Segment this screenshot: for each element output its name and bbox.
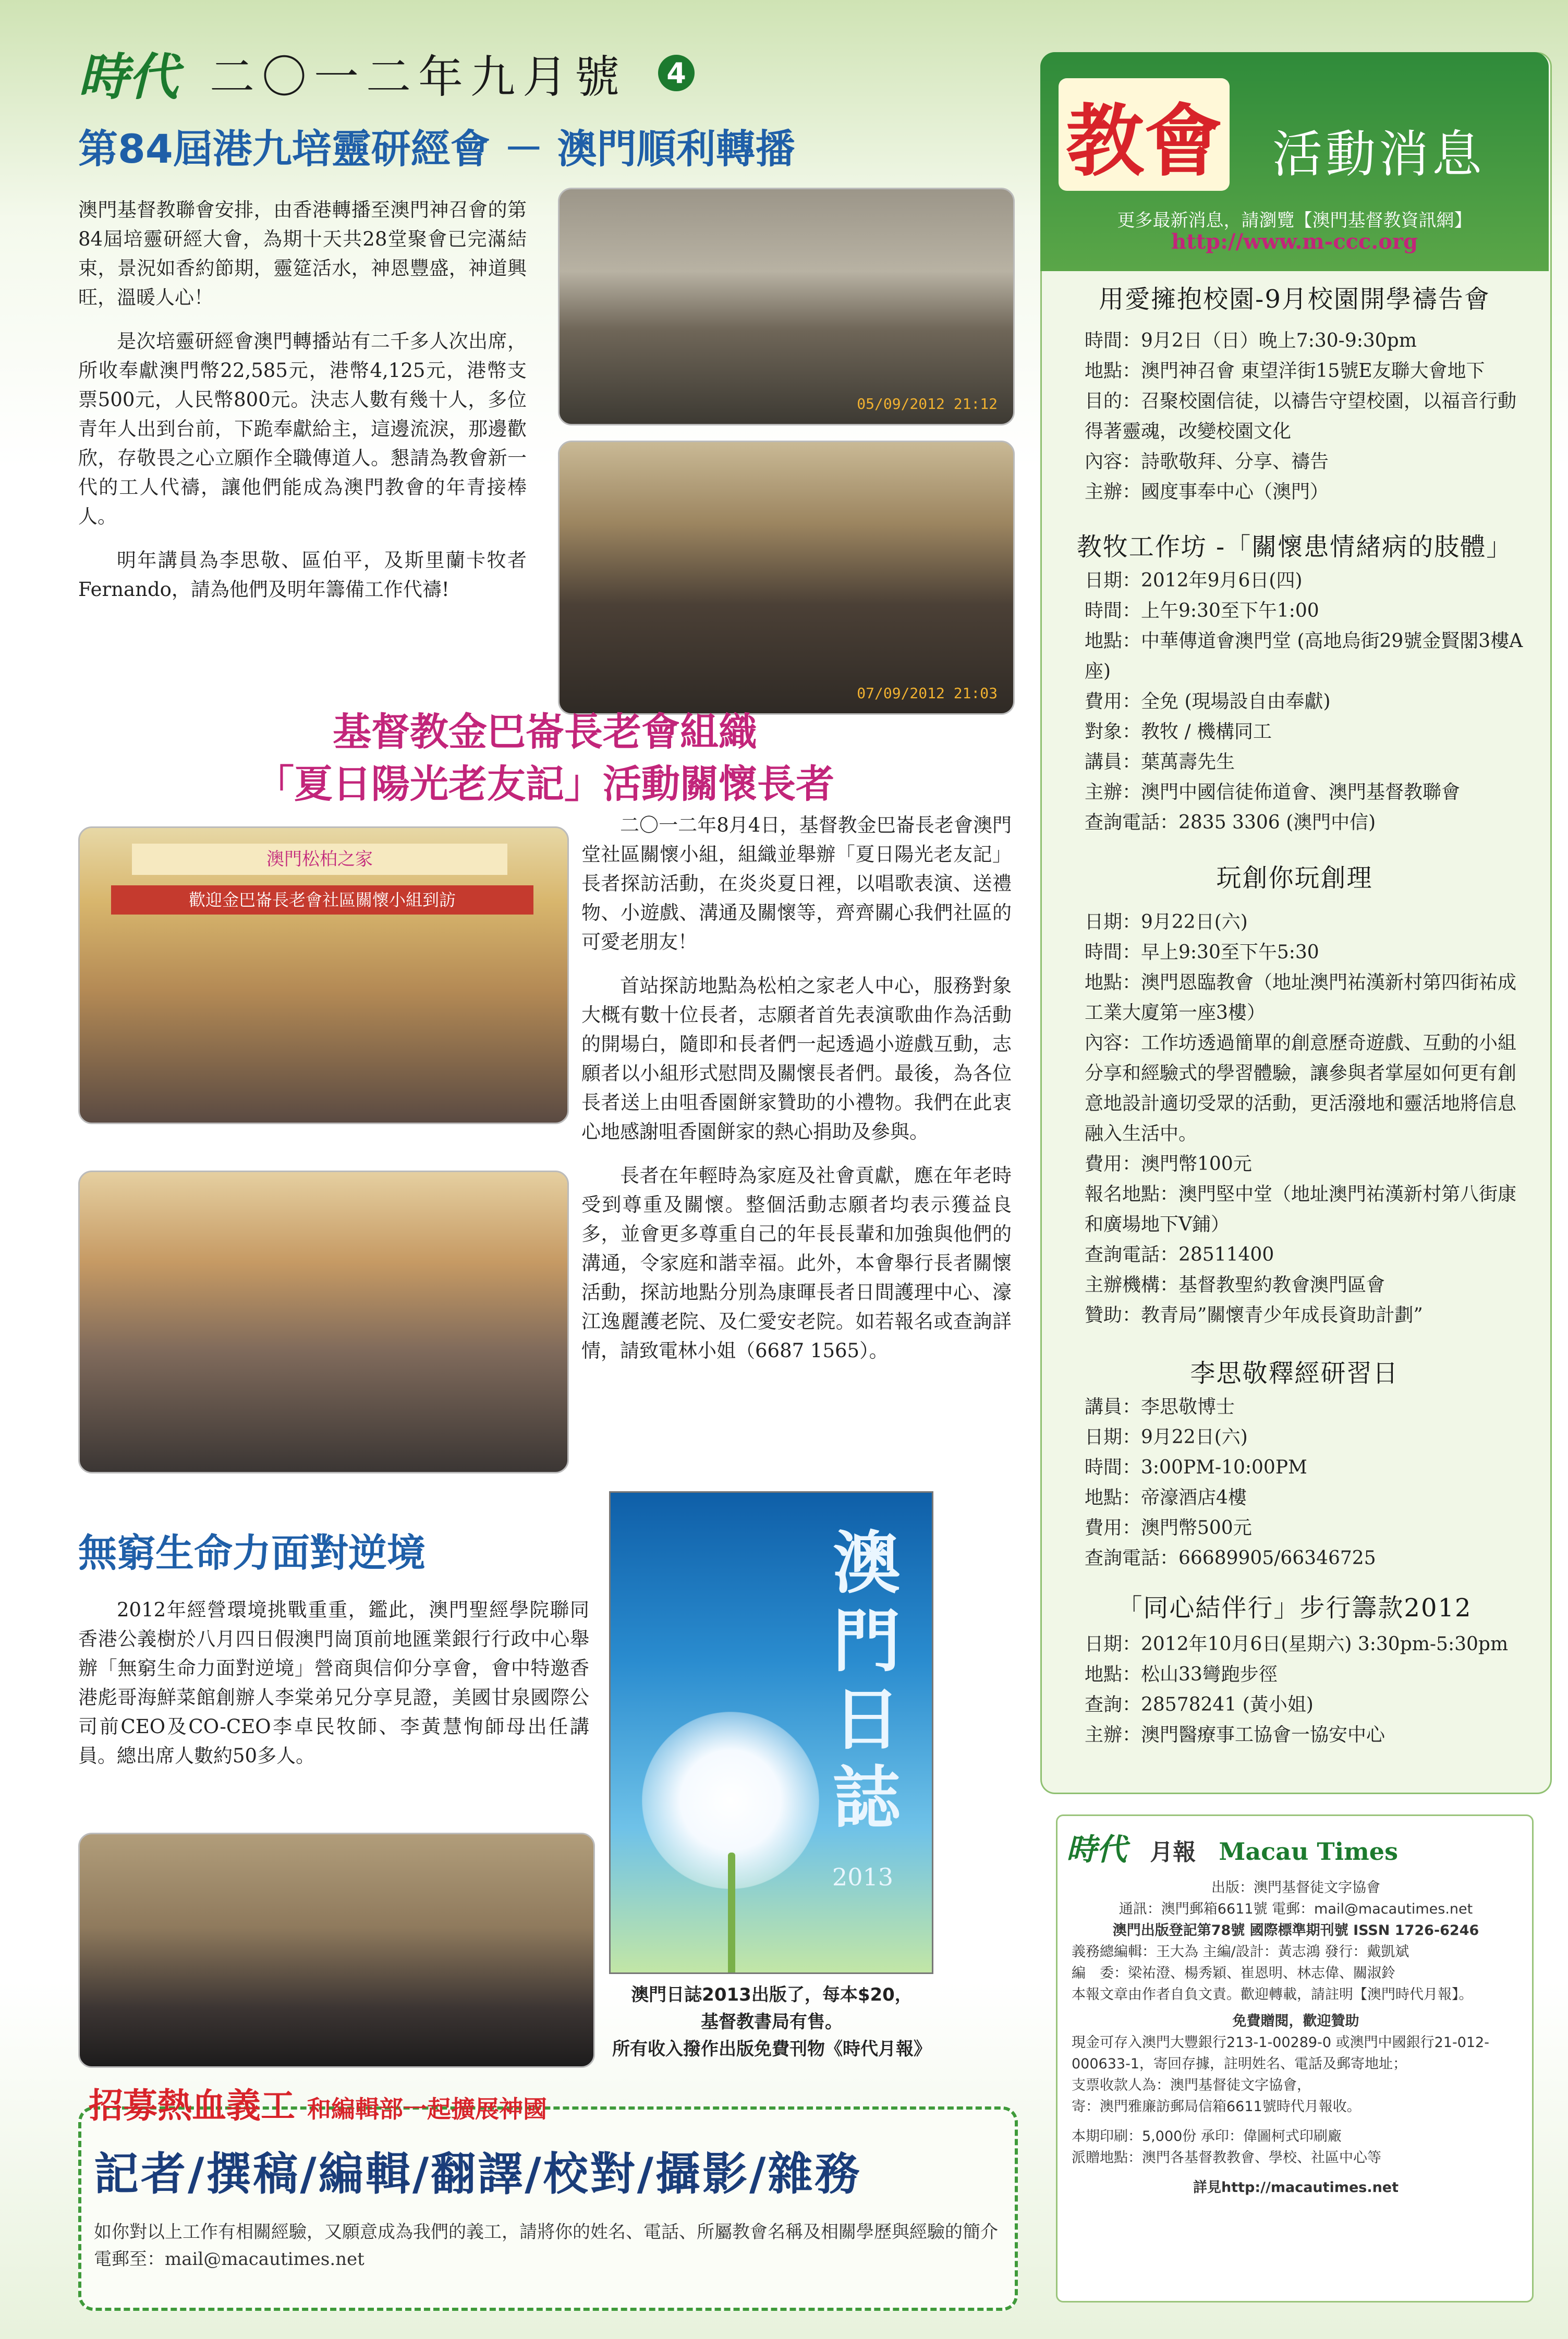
recruit-note: 如你對以上工作有相關經驗，又願意成為我們的義工，請將你的姓名、電話、所屬教會名稱及相關學歷與經驗的簡介電郵至：mail@macautimes.net: [94, 2222, 998, 2270]
event-line: 目的：召聚校園信徒，以禱告守望校園，以福音行動得著靈魂，改變校園文化: [1085, 391, 1517, 442]
photo-sign: 澳門松柏之家: [132, 844, 507, 875]
photo-date-stamp: 07/09/2012 21:03: [857, 685, 998, 702]
publication-info-header: [1066, 1825, 1398, 1869]
article1-title: 第84屆港九培靈研經會 － 澳門順利轉播: [78, 126, 795, 172]
event-line: 地點：澳門恩臨教會（地址澳門祐漢新村第四街祐成工業大廈第一座3樓）: [1085, 972, 1517, 1024]
publication-line: 本期印刷：5,000份 承印：偉圖柯式印刷廠: [1072, 2128, 1342, 2145]
publication-line: 本報文章由作者自負文責。歡迎轉載，請註明【澳門時代月報】。: [1072, 1987, 1473, 2003]
event-line: 查詢：28578241 (黃小姐): [1085, 1694, 1314, 1715]
article2-paragraph: 二〇一二年8月4日，基督教金巴崙長老會澳門堂社區關懷小組，組織並舉辦「夏日陽光老友記」長者探訪活動，在炎炎夏日裡，以唱歌表演、送禮物、小遊戲、溝通及關懷等，齊齊關心我們社區的可愛老朋友！: [581, 814, 1012, 953]
publication-monthly: 月報: [1150, 1839, 1196, 1866]
seniors-group-photo-1: [78, 826, 569, 1124]
publication-brand: 時代: [1066, 1832, 1127, 1867]
article1-paragraph: 明年講員為李思敬、區伯平，及斯里蘭卡牧者Fernando，請為他們及明年籌備工作代禱!: [78, 549, 527, 601]
publication-line: 支票收款人為：澳門基督徒文字協會，: [1072, 2077, 1311, 2093]
event-title: 玩創你玩創理: [1216, 863, 1373, 893]
event-line: 時間：早上9:30至下午5:30: [1085, 942, 1319, 963]
article2-paragraph: 長者在年輕時為家庭及社會貢獻，應在年老時受到尊重及關懷。整個活動志願者均表示獲益良多，並會更多尊重自己的年長長輩和加強與他們的溝通，令家庭和諧幸福。此外，本會舉行長者關懷活動，探訪地點分別為康暉長者日間護理中心、濠江逸麗護老院、及仁愛安老院。如若報名或查詢詳情，請致電林小姐（6687 1565）。: [581, 1164, 1012, 1362]
masthead-brand: 時代: [78, 47, 178, 106]
event-line: 時間：3:00PM-10:00PM: [1085, 1457, 1307, 1478]
event-details: [1085, 566, 1533, 838]
publication-line: 澳門出版登記第78號 國際標準期刊號 ISSN 1726-6246: [1112, 1922, 1479, 1939]
publication-line: 免費贈閱，歡迎贊助: [1232, 2013, 1359, 2029]
event-line: 地點：帝濠酒店4樓: [1085, 1487, 1247, 1508]
event-line: 對象：教牧 / 機構同工: [1085, 721, 1272, 742]
event-line: 查詢電話：28511400: [1085, 1244, 1274, 1265]
event-line: 贊助：教青局”關懷青少年成長資助計劃”: [1085, 1305, 1423, 1326]
seniors-group-photo-2: [78, 1171, 569, 1473]
sidebar-logo-sub: 活動消息: [1272, 125, 1485, 184]
calendar-cover: [609, 1491, 933, 1974]
event-line: 費用：全免 (現場設自由奉獻): [1085, 691, 1331, 712]
sidebar-url-link[interactable]: http://www.m-ccc.org: [1171, 229, 1418, 254]
article2-title-line1: 基督教金巴崙長老會組織: [333, 710, 757, 754]
calendar-caption: [574, 1981, 970, 2063]
recruit-heading: [89, 2078, 547, 2127]
article1-paragraph: 是次培靈研經會澳門轉播站有二千多人次出席，所收奉獻澳門幣22,585元，港幣4,125元，港幣支票500元，人民幣800元。決志人數有幾十人，多位青年人出到台前，下跪奉獻給主，這邊流淚，那邊歡欣，存敬畏之心立願作全職傳道人。懇請為教會新一代的工人代禱，讓他們能成為澳門教會的年青接棒人。: [78, 330, 527, 528]
recruit-subtitle: 和編輯部一起擴展神國: [307, 2095, 547, 2123]
event-line: 內容：工作坊透過簡單的創意歷奇遊戲、互動的小組分享和經驗式的學習體驗，讓參與者掌屋如何更有創意地設計適切受眾的活動，更活潑地和靈活地將信息融入生活中。: [1085, 1032, 1517, 1144]
article2-paragraph: 首站探訪地點為松柏之家老人中心，服務對象大概有數十位長者，志願者首先表演歌曲作為活動的開場白，隨即和長者們一起透過小遊戲互動，志願者以小組形式慰問及關懷長者們。最後，為各位長者送上由咀香園餅家贊助的小禮物。我們在此衷心地感謝咀香園餅家的熱心捐助及參與。: [581, 974, 1012, 1143]
dandelion-stem: [728, 1853, 735, 1974]
calendar-caption-line: 所有收入撥作出版免費刊物《時代月報》: [612, 2039, 931, 2060]
calendar-cover-title: 澳門日誌: [833, 1523, 901, 1837]
event-line: 講員：葉萬壽先生: [1085, 751, 1235, 773]
article2-title-line2: 「夏日陽光老友記」活動關懷長者: [256, 762, 834, 807]
hall-photo-2: [558, 441, 1015, 715]
publication-line: 寄：澳門雅廉訪郵局信箱6611號時代月報收。: [1072, 2099, 1361, 2115]
event-title: 「同心結伴行」步行籌款2012: [1117, 1593, 1472, 1623]
publication-website[interactable]: 詳見http://macautimes.net: [1193, 2179, 1399, 2196]
event-line: 查詢電話：2835 3306 (澳門中信): [1085, 812, 1376, 833]
event-line: 內容：詩歌敬拜、分享、禱告: [1085, 451, 1329, 472]
hall-photo-1: [558, 188, 1015, 425]
article1-paragraph: 澳門基督教聯會安排，由香港轉播至澳門神召會的第84屆培靈研經大會，為期十天共28堂聚會已完滿結束，景況如香約節期，靈筵活水，神恩豐盛，神道興旺，溫暖人心！: [78, 199, 527, 309]
calendar-caption-line: 基督教書局有售。: [701, 2012, 843, 2032]
publication-line: 通訊：澳門郵箱6611號 電郵：mail@macautimes.net: [1119, 1901, 1473, 1917]
event-details: [1085, 326, 1533, 507]
event-line: 地點：松山33彎跑步徑: [1085, 1664, 1278, 1685]
sidebar-logo-main: 教會: [1059, 78, 1230, 191]
publication-line: 派贈地點：澳門各基督教教會、學校、社區中心等: [1072, 2150, 1381, 2166]
event-line: 查詢電話：66689905/66346725: [1085, 1548, 1376, 1569]
photo-date-stamp: 05/09/2012 21:12: [857, 395, 998, 412]
event-line: 日期：2012年9月6日(四): [1085, 570, 1303, 591]
event-line: 日期：9月22日(六): [1085, 1427, 1248, 1448]
event-details: [1085, 1392, 1533, 1574]
publication-line: 現金可存入澳門大豐銀行213-1-00289-0 或澳門中國銀行21-012-000633-1，寄回存據，註明姓名、電話及郵寄地址；: [1072, 2035, 1489, 2072]
event-line: 日期：2012年10月6日(星期六) 3:30pm-5:30pm: [1085, 1634, 1509, 1655]
event-line: 時間：上午9:30至下午1:00: [1085, 600, 1319, 622]
event-line: 日期：9月22日(六): [1085, 911, 1248, 933]
event-line: 主辦：澳門中國信徒佈道會、澳門基督教聯會: [1085, 782, 1461, 803]
event-line: 時間：9月2日（日）晚上7:30-9:30pm: [1085, 330, 1417, 351]
calendar-caption-line: 澳門日誌2013出版了，每本$20，: [631, 1984, 913, 2005]
publication-info-text: [1072, 1877, 1520, 2198]
photo-banner: 歡迎金巴崙長老會社區關懷小組到訪: [111, 885, 533, 915]
seminar-photo: [78, 1833, 595, 2068]
article1-body: [78, 196, 527, 619]
article3-title: 無窮生命力面對逆境: [78, 1531, 426, 1576]
page-number: 4: [658, 55, 695, 91]
event-line: 講員：李思敬博士: [1085, 1396, 1235, 1418]
calendar-cover-year: 2013: [832, 1863, 893, 1891]
article3-body: [78, 1595, 589, 1785]
article3-paragraph: 2012年經營環境挑戰重重，鑑此，澳門聖經學院聯同香港公義樹於八月四日假澳門崗頂前地匯業銀行行政中心舉辦「無窮生命力面對逆境」營商與信仰分享會，會中特邀香港彪哥海鮮菜館創辦人李棠弟兄分享見證，美國甘泉國際公司前CEO及CO-CEO李卓民牧師、李黃慧恂師母出任講員。總出席人數約50多人。: [78, 1599, 589, 1767]
event-title: 用愛擁抱校園-9月校園開學禱告會: [1099, 285, 1490, 314]
article2-body: [581, 811, 1012, 1380]
event-title: 李思敬釋經研習日: [1190, 1359, 1399, 1388]
recruit-roles: 記者/撰稿/編輯/翻譯/校對/攝影/雜務: [94, 2148, 862, 2200]
event-line: 主辦機構：基督教聖約教會澳門區會: [1085, 1274, 1385, 1296]
event-line: 費用：澳門幣500元: [1085, 1517, 1252, 1539]
event-details: [1085, 907, 1533, 1331]
publication-english-name: Macau Times: [1219, 1837, 1398, 1866]
event-line: 報名地點：澳門堅中堂（地址澳門祐漢新村第八街康和廣場地下V鋪）: [1085, 1184, 1517, 1235]
publication-line: 編 委：梁祐澄、楊秀穎、崔恩明、林志偉、關淑鈴: [1072, 1965, 1395, 1981]
publication-line: 出版：澳門基督徒文字協會: [1211, 1880, 1380, 1896]
masthead: [78, 42, 695, 104]
recruit-box: [78, 2106, 1018, 2311]
recruit-title: 招募熱血義工: [89, 2086, 295, 2126]
event-title: 教牧工作坊 -「關懷患情緒病的肢體」: [1076, 532, 1513, 562]
event-line: 地點：澳門神召會 東望洋街15號E友聯大會地下: [1085, 360, 1485, 382]
masthead-date: 二〇一二年九月號: [210, 51, 627, 103]
event-details: [1085, 1629, 1533, 1750]
sidebar-more-info: 更多最新消息，請瀏覽【澳門基督教資訊網】: [1117, 210, 1472, 231]
event-line: 費用：澳門幣100元: [1085, 1153, 1252, 1175]
event-line: 地點：中華傳道會澳門堂 (高地烏街29號金賢閣3樓A座): [1085, 630, 1523, 682]
event-line: 主辦：國度事奉中心（澳門）: [1085, 481, 1329, 503]
event-line: 主辦：澳門醫療事工協會一協安中心: [1085, 1724, 1385, 1746]
publication-line: 義務總編輯：王大為 主編/設計：黃志鴻 發行：戴凱斌: [1072, 1944, 1409, 1960]
